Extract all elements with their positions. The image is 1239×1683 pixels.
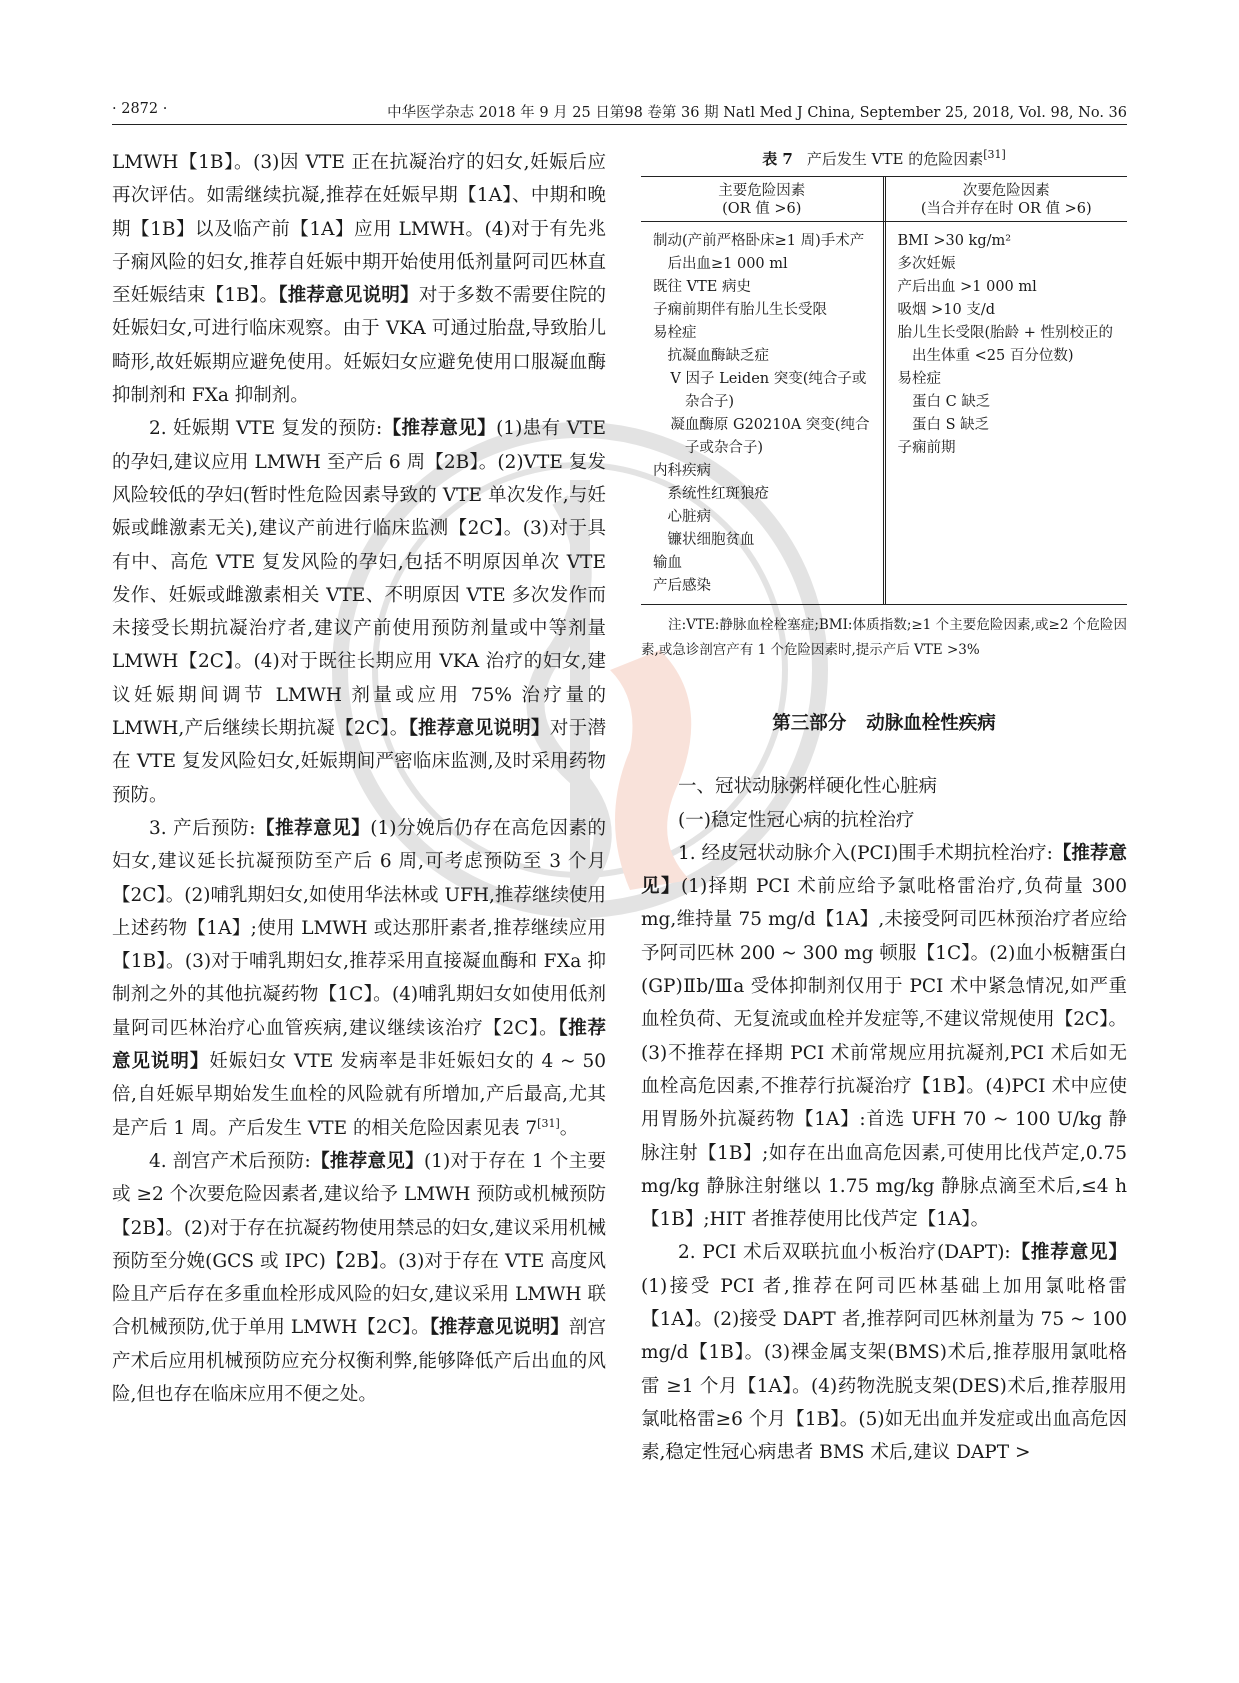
paragraph: 3. 产后预防:【推荐意见】(1)分娩后仍存在高危因素的妇女,建议延长抗凝预防至产后 6 周,可考虑预防至 3 个月【2C】。(2)哺乳期妇女,如使用华法林或 UFH,推荐继续使用上述药物【1A】;使用 LMWH 或达那肝素者,推荐继续应用【1B】。(3)对于哺乳期妇女,推荐采用直接凝血酶和 FⅩa 抑制剂之外的其他抗凝药物【1C】。(4)哺乳期妇女如使用低剂量阿司匹林治疗心血管疾病,建议继续该治疗【2C】。【推荐意见说明】妊娠妇女 VTE 发病率是非妊娠妇女的 4 ~ 50 倍,自妊娠早期始发生血栓的风险就有所增加,产后最高,尤其是产后 1 周。产后发生 VTE 的相关危险因素见表 7[31]。 (112, 817, 606, 1139)
table-cell-item: 蛋白 S 缺乏 (912, 417, 990, 433)
table-cell-item: 多次妊娠 (897, 256, 956, 272)
table-cell-item: V 因子 Leiden 突变(纯合子或杂合子) (670, 371, 867, 410)
citation-ref: [31] (537, 1116, 560, 1130)
left-column (112, 146, 606, 1411)
risk-factor-table (641, 176, 1127, 605)
table-cell-item: 产后出血 >1 000 ml (897, 279, 1037, 295)
minor-factors-cell (886, 222, 1128, 604)
table-cell-item: 内科疾病 (653, 463, 711, 479)
table-cell-item: 易栓症 (897, 371, 941, 387)
table-cell-item: 系统性红斑狼疮 (667, 486, 769, 502)
paragraph: 1. 经皮冠状动脉介入(PCI)围手术期抗栓治疗:【推荐意见】(1)择期 PCI 术前应给予氯吡格雷治疗,负荷量 300 mg,维持量 75 mg/d【1A】,未接受阿司匹林预治疗者应给予阿司匹林 200 ~ 300 mg 顿服【1C】。(2)血小板糖蛋白(GP)Ⅱb/Ⅲa 受体抑制剂仅用于 PCI 术中紧急情况,如严重血栓负荷、无复流或血栓并发症等,不建议常规使用【2C】。(3)不推荐在择期 PCI 术前常规应用抗凝剂,PCI 术后如无血栓高危因素,不推荐行抗凝治疗【1B】。(4)PCI 术中应使用胃肠外抗凝药物【1A】:首选 UFH 70 ~ 100 U/kg 静脉注射【1B】;如存在出血高危因素,可使用比伐芦定,0.75 mg/kg 静脉注射继以 1.75 mg/kg 静脉点滴至术后,≤4 h【1B】;HIT 者推荐使用比伐芦定【1A】。 (641, 842, 1127, 1231)
table-cell-item: 镰状细胞贫血 (667, 532, 755, 548)
table-cell-item: 吸烟 >10 支/d (897, 302, 995, 318)
table-cell-item: 凝血酶原 G20210A 突变(纯合子或杂合子) (670, 417, 870, 456)
table-header (641, 177, 1127, 222)
table-cell-item: BMI >30 kg/m² (897, 233, 1012, 249)
table-cell-item: 产后感染 (653, 578, 711, 594)
paragraph: 2. PCI 术后双联抗血小板治疗(DAPT):【推荐意见】(1)接受 PCI 者,推荐在阿司匹林基础上加用氯吡格雷【1A】。(2)接受 DAPT 者,推荐阿司匹林剂量为 75 ~ 100 mg/d【1B】。(3)裸金属支架(BMS)术后,推荐服用氯吡格雷 ≥1 个月【1A】。(4)药物洗脱支架(DES)术后,推荐服用氯吡格雷≥6 个月【1B】。(5)如无出血并发症或出血高危因素,稳定性冠心病患者 BMS 术后,建议 DAPT > (641, 1242, 1127, 1464)
column-header-major: 主要危险因素 (OR 值 >6) (641, 177, 886, 221)
table-cell-item: 既往 VTE 病史 (653, 279, 751, 295)
table-cell-item: 心脏病 (667, 509, 711, 525)
table-cell-item: 子痫前期伴有胎儿生长受限 (653, 302, 827, 318)
table-cell-item: 蛋白 C 缺乏 (912, 394, 991, 410)
paragraph: LMWH【1B】。(3)因 VTE 正在抗凝治疗的妇女,妊娠后应再次评估。如需继续抗凝,推荐在妊娠早期【1A】、中期和晚期【1B】以及临产前【1A】应用 LMWH。(4)对于有先兆子痫风险的妇女,推荐自妊娠中期开始使用低剂量阿司匹林直至妊娠结束【1B】。【推荐意见说明】对于多数不需要住院的妊娠妇女,可进行临床观察。由于 VKA 可通过胎盘,导致胎儿畸形,故妊娠期应避免使用。妊娠妇女应避免使用口服凝血酶抑制剂和 FⅩa 抑制剂。 (112, 152, 606, 407)
column-header-minor: 次要危险因素 (当合并存在时 OR 值 >6) (920, 183, 1092, 217)
table-cell-item: 输血 (653, 555, 682, 571)
table-body (641, 222, 1127, 604)
paragraph: 4. 剖宫产术后预防:【推荐意见】(1)对于存在 1 个主要或 ≥2 个次要危险因素者,建议给予 LMWH 预防或机械预防【2B】。(2)对于存在抗凝药物使用禁忌的妇女,建议采用机械预防至分娩(GCS 或 IPC)【2B】。(3)对于存在 VTE 高度风险且产后存在多重血栓形成风险的妇女,建议采用 LMWH 联合机械预防,优于单用 LMWH【2C】。【推荐意见说明】剖宫产术后应用机械预防应充分权衡利弊,能够降低产后出血的风险,但也存在临床应用不便之处。 (112, 1150, 606, 1405)
right-column (641, 146, 1127, 1470)
header-rule (112, 124, 1127, 125)
table-cell-item: 制动(产前严格卧床≥1 周)手术产后出血≥1 000 ml (653, 233, 865, 272)
page-number: · 2872 · (112, 101, 168, 117)
table-cell-item: 抗凝血酶缺乏症 (667, 348, 769, 364)
citation-ref: [31] (983, 148, 1006, 161)
section-heading: 第三部分 动脉血栓性疾病 (772, 713, 996, 734)
journal-citation: 中华医学杂志 2018 年 9 月 25 日第98 卷第 36 期 Natl Med J China, September 25, 2018, Vol. 98, No. 36 (387, 105, 1127, 121)
paragraph: 2. 妊娠期 VTE 复发的预防:【推荐意见】(1)患有 VTE 的孕妇,建议应用 LMWH 至产后 6 周【2B】。(2)VTE 复发风险较低的孕妇(暂时性危险因素导致的 VTE 单次发作,与妊娠或雌激素无关),建议产前进行临床监测【2C】。(3)对于具有中、高危 VTE 复发风险的孕妇,包括不明原因单次 VTE 发作、妊娠或雌激素相关 VTE、不明原因 VTE 多次发作而未接受长期抗凝治疗者,建议产前使用预防剂量或中等剂量 LMWH【2C】。(4)对于既往长期应用 VKA 治疗的妇女,建议妊娠期间调节 LMWH 剂量或应用 75% 治疗量的 LMWH,产后继续长期抗凝【2C】。【推荐意见说明】对于潜在 VTE 复发风险妇女,妊娠期间严密临床监测,及时采用药物预防。 (112, 418, 606, 806)
subheading: 一、冠状动脉粥样硬化性心脏病 (678, 776, 938, 798)
table-footnote: 注:VTE:静脉血栓栓塞症;BMI:体质指数;≥1 个主要危险因素,或≥2 个危险因素,或急诊剖宫产有 1 个危险因素时,提示产后 VTE >3% (641, 617, 1127, 658)
table-caption: 表 7 产后发生 VTE 的危险因素[31] (762, 148, 1006, 168)
table-cell-item: 易栓症 (653, 325, 697, 341)
subheading: (一)稳定性冠心病的抗栓治疗 (678, 809, 915, 831)
table-cell-item: 胎儿生长受限(胎龄 + 性别校正的出生体重 <25 百分位数) (897, 325, 1114, 364)
table-cell-item: 子痫前期 (897, 440, 956, 456)
major-factors-cell (641, 222, 886, 604)
